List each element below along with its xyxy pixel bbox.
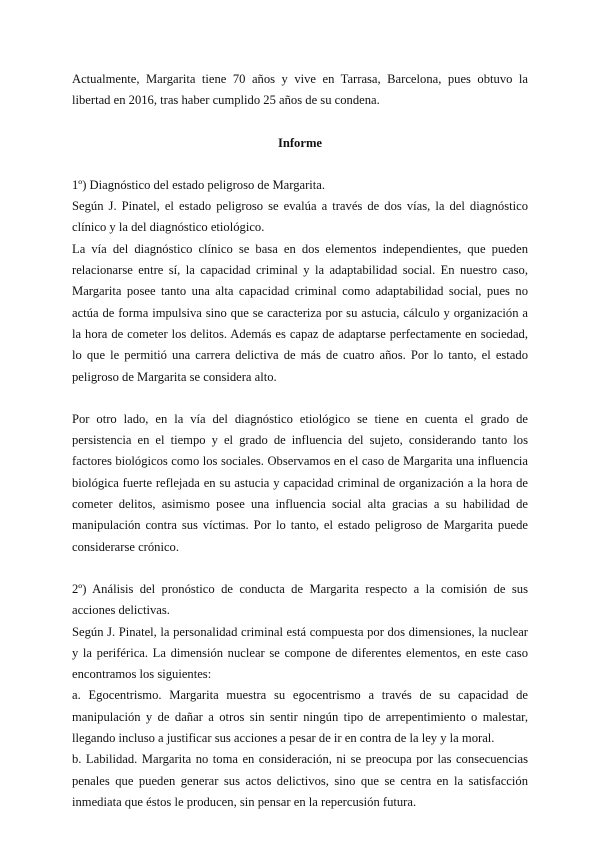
paragraph-spacer [72, 388, 528, 409]
section2-heading: 2º) Análisis del pronóstico de conducta de Margarita respecto a la comisión de sus acciones delictivas. [72, 581, 528, 618]
document-body [72, 69, 528, 813]
section1-heading: 1º) Diagnóstico del estado peligroso de Margarita. [72, 177, 326, 192]
section2-item-a: a. Egocentrismo. Margarita muestra su egocentrismo a través de su capacidad de manipulación y de dañar a otros sin sentir ningún tipo de arrepentimiento o malestar, llegando incluso a justificar sus acciones a pesar de ir en contra de la ley y la moral. [72, 688, 528, 746]
section2-item-b: b. Labilidad. Margarita no toma en consideración, ni se preocupa por las consecuencias penales que pueden generar sus actos delictivos, sino que se centra en la satisfacción inmediata que éstos le producen, sin pensar en la repercusión futura. [72, 752, 528, 809]
section1-paragraph-3: Por otro lado, en la vía del diagnóstico etiológico se tiene en cuenta el grado de persistencia en el tiempo y el grado de influencia del sujeto, considerando tanto los factores biológicos como los sociales. Observamos en el caso de Margarita una influencia biológica fuerte reflejada en su astucia y capacidad criminal de organización a la hora de cometer delitos, asimismo posee una influencia social alta gracias a su habilidad de manipulación contra sus víctimas. Por lo tanto, el estado peligroso de Margarita puede considerarse crónico. [72, 411, 528, 554]
section1-paragraph-2: La vía del diagnóstico clínico se basa en dos elementos independientes, que pueden relacionarse entre sí, la capacidad criminal y la adaptabilidad social. En nuestro caso, Margarita posee tanto una alta capacidad criminal como adaptabilidad social, pues no actúa de forma impulsiva sino que se caracteriza por su astucia, cálculo y organización a la hora de cometer los delitos. Además es capaz de adaptarse perfectamente en sociedad, lo que le permitió una carrera delictiva de más de cuatro años. Por lo tanto, el estado peligroso de Margarita se considera alto. [72, 241, 528, 384]
document-title: Informe [277, 135, 323, 150]
intro-paragraph: Actualmente, Margarita tiene 70 años y vive en Tarrasa, Barcelona, pues obtuvo la libertad en 2016, tras haber cumplido 25 años de su condena. [72, 72, 528, 108]
section1-paragraph-1: Según J. Pinatel, el estado peligroso se evalúa a través de dos vías, la del diagnóstico clínico y la del diagnóstico etiológico. [72, 199, 528, 235]
section2-paragraph-1: Según J. Pinatel, la personalidad criminal está compuesta por dos dimensiones, la nuclear y la periférica. La dimensión nuclear se compone de diferentes elementos, en este caso encontramos los siguientes: [72, 624, 528, 682]
paragraph-spacer [72, 558, 528, 579]
